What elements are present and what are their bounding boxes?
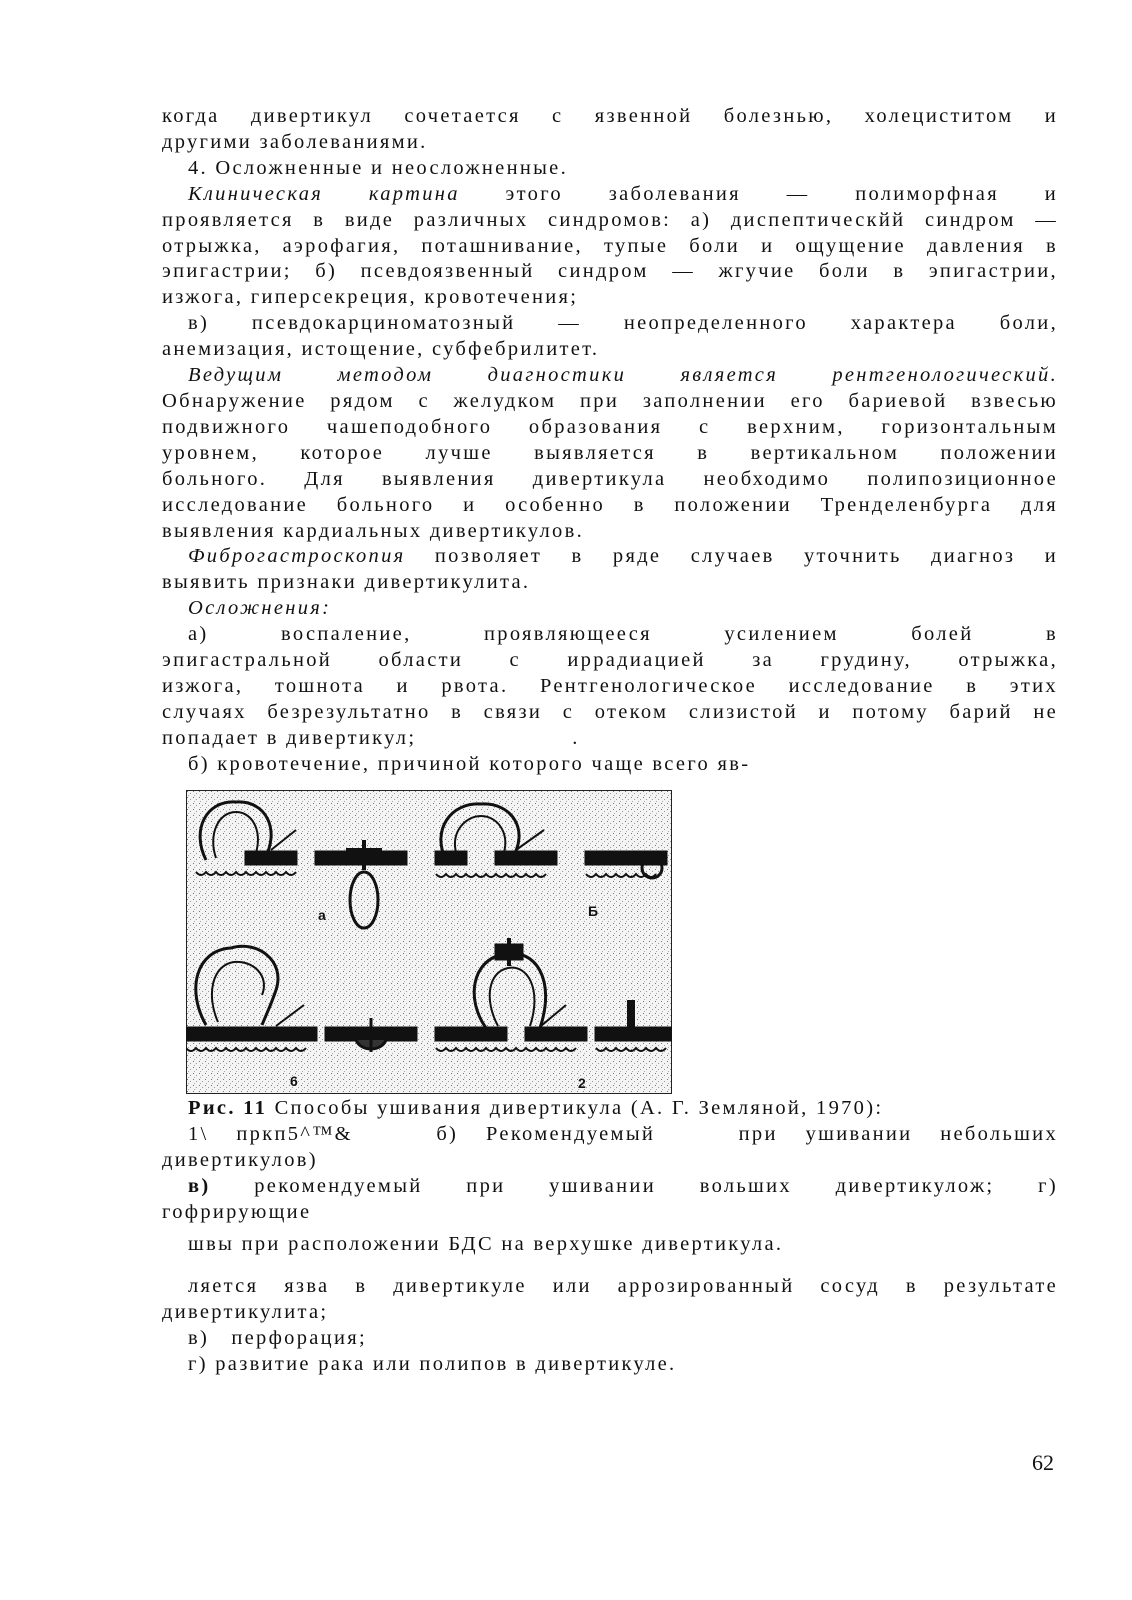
caption-text: рекомендуемый при ушивании вольших дивертикулож; г) — [210, 1174, 1058, 1197]
text-line: дивертикулита; — [162, 1300, 329, 1323]
caption-item-v: в) — [188, 1174, 211, 1197]
figure-suturing-methods — [186, 790, 672, 1094]
text-line: когда дивертикул сочетается с язвенной болезнью, холециститом и — [162, 105, 1058, 127]
text-line: Ведущим методом диагностики является рентгенологический. — [188, 364, 1058, 387]
text-line: эпигастрии; б) псевдоязвенный синдром — жгучие боли в эпигастрии, — [162, 260, 1058, 283]
text-line: изжога, гиперсекреция, кровотечения; — [162, 286, 579, 309]
text-line: больного. Для выявления дивертикула необходимо полипозиционное — [162, 467, 1058, 490]
caption-line: швы при расположении БДС на верхушке дивертикула. — [188, 1232, 784, 1255]
text-line: уровнем, которое лучше выявляется в вертикальном положении — [162, 441, 1058, 464]
text-line: 4. Осложненные и неосложненные. — [188, 156, 569, 179]
text-line: исследование больного и особенно в положении Тренделенбурга для — [162, 493, 1058, 516]
text-line: проявляется в виде различных синдромов: а) диспептическйй синдром — — [162, 208, 1058, 231]
figure-label-a: a — [318, 907, 326, 923]
diverticulum-illustration — [186, 790, 672, 1094]
caption-line: дивертикулов) — [162, 1148, 318, 1171]
text-line: ляется язва в дивертикуле или аррозированный сосуд в результате — [188, 1275, 1058, 1297]
text-line: изжога, тошнота и рвота. Рентгенологическое исследование в этих — [162, 674, 1058, 697]
caption-line: 1\ пркп5^™& б) Рекомендуемый при ушивании небольших — [188, 1122, 1058, 1145]
text-line: эпигастральной области с иррадиацией за грудину, отрыжка, — [162, 649, 1058, 672]
figure-label-g: 2 — [578, 1075, 586, 1091]
text-line: анемизация, истощение, субфебрилитет. — [162, 338, 600, 361]
text-line: Обнаружение рядом с желудком при заполнении его бариевой взвесью — [162, 389, 1058, 412]
text-line: подвижного чашеподобного образования с верхним, горизонтальным — [162, 415, 1058, 438]
caption-line — [162, 1174, 1058, 1200]
caption-line — [162, 1096, 1058, 1122]
text-line — [162, 544, 1058, 570]
figure-label-b: Б — [588, 903, 599, 919]
text-line: б) кровотечение, причиной которого чаще всего яв- — [188, 752, 751, 775]
text-line: а) воспаление, проявляющееся усилением болей в — [188, 623, 1058, 646]
text-line: в) перфорация; — [188, 1326, 367, 1349]
text-span: позволяет в ряде случаев уточнить диагноз и — [405, 545, 1058, 568]
text-line: отрыжка, аэрофагия, поташнивание, тупые боли и ощущение давления в — [162, 234, 1058, 257]
complications-heading: Осложнения: — [188, 597, 332, 620]
main-text — [162, 104, 1058, 778]
caption-title: Способы ушивания дивертикула (А. Г. Земляной, 1970): — [267, 1097, 884, 1119]
figure-caption — [162, 1096, 1058, 1257]
text-line: г) развитие рака или полипов в дивертикуле. — [188, 1352, 677, 1375]
fibrogastroscopy-term: Фиброгастроскопия — [188, 545, 406, 568]
text-line: в) псевдокарциноматозный — неопределенного характера боли, — [188, 312, 1058, 335]
figure-number: Рис. 11 — [188, 1097, 268, 1119]
text-span: этого заболевания — полиморфная и — [459, 182, 1058, 205]
continued-text — [162, 1274, 1058, 1378]
figure-label-v: 6 — [290, 1073, 298, 1089]
clinical-picture-term: Клиническая картина — [188, 182, 460, 205]
text-line: выявить признаки дивертикулита. — [162, 571, 531, 594]
text-line: попадает в дивертикул; . — [162, 726, 580, 749]
text-line — [162, 182, 1058, 208]
text-line: другими заболеваниями. — [162, 130, 428, 153]
text-line: выявления кардиальных дивертикулов. — [162, 519, 584, 542]
caption-line: гофрирующие — [162, 1200, 312, 1223]
page-number: 62 — [1032, 1450, 1054, 1475]
text-line: случаях безрезультатно в связи с отеком слизистой и потому барий не — [162, 700, 1058, 723]
